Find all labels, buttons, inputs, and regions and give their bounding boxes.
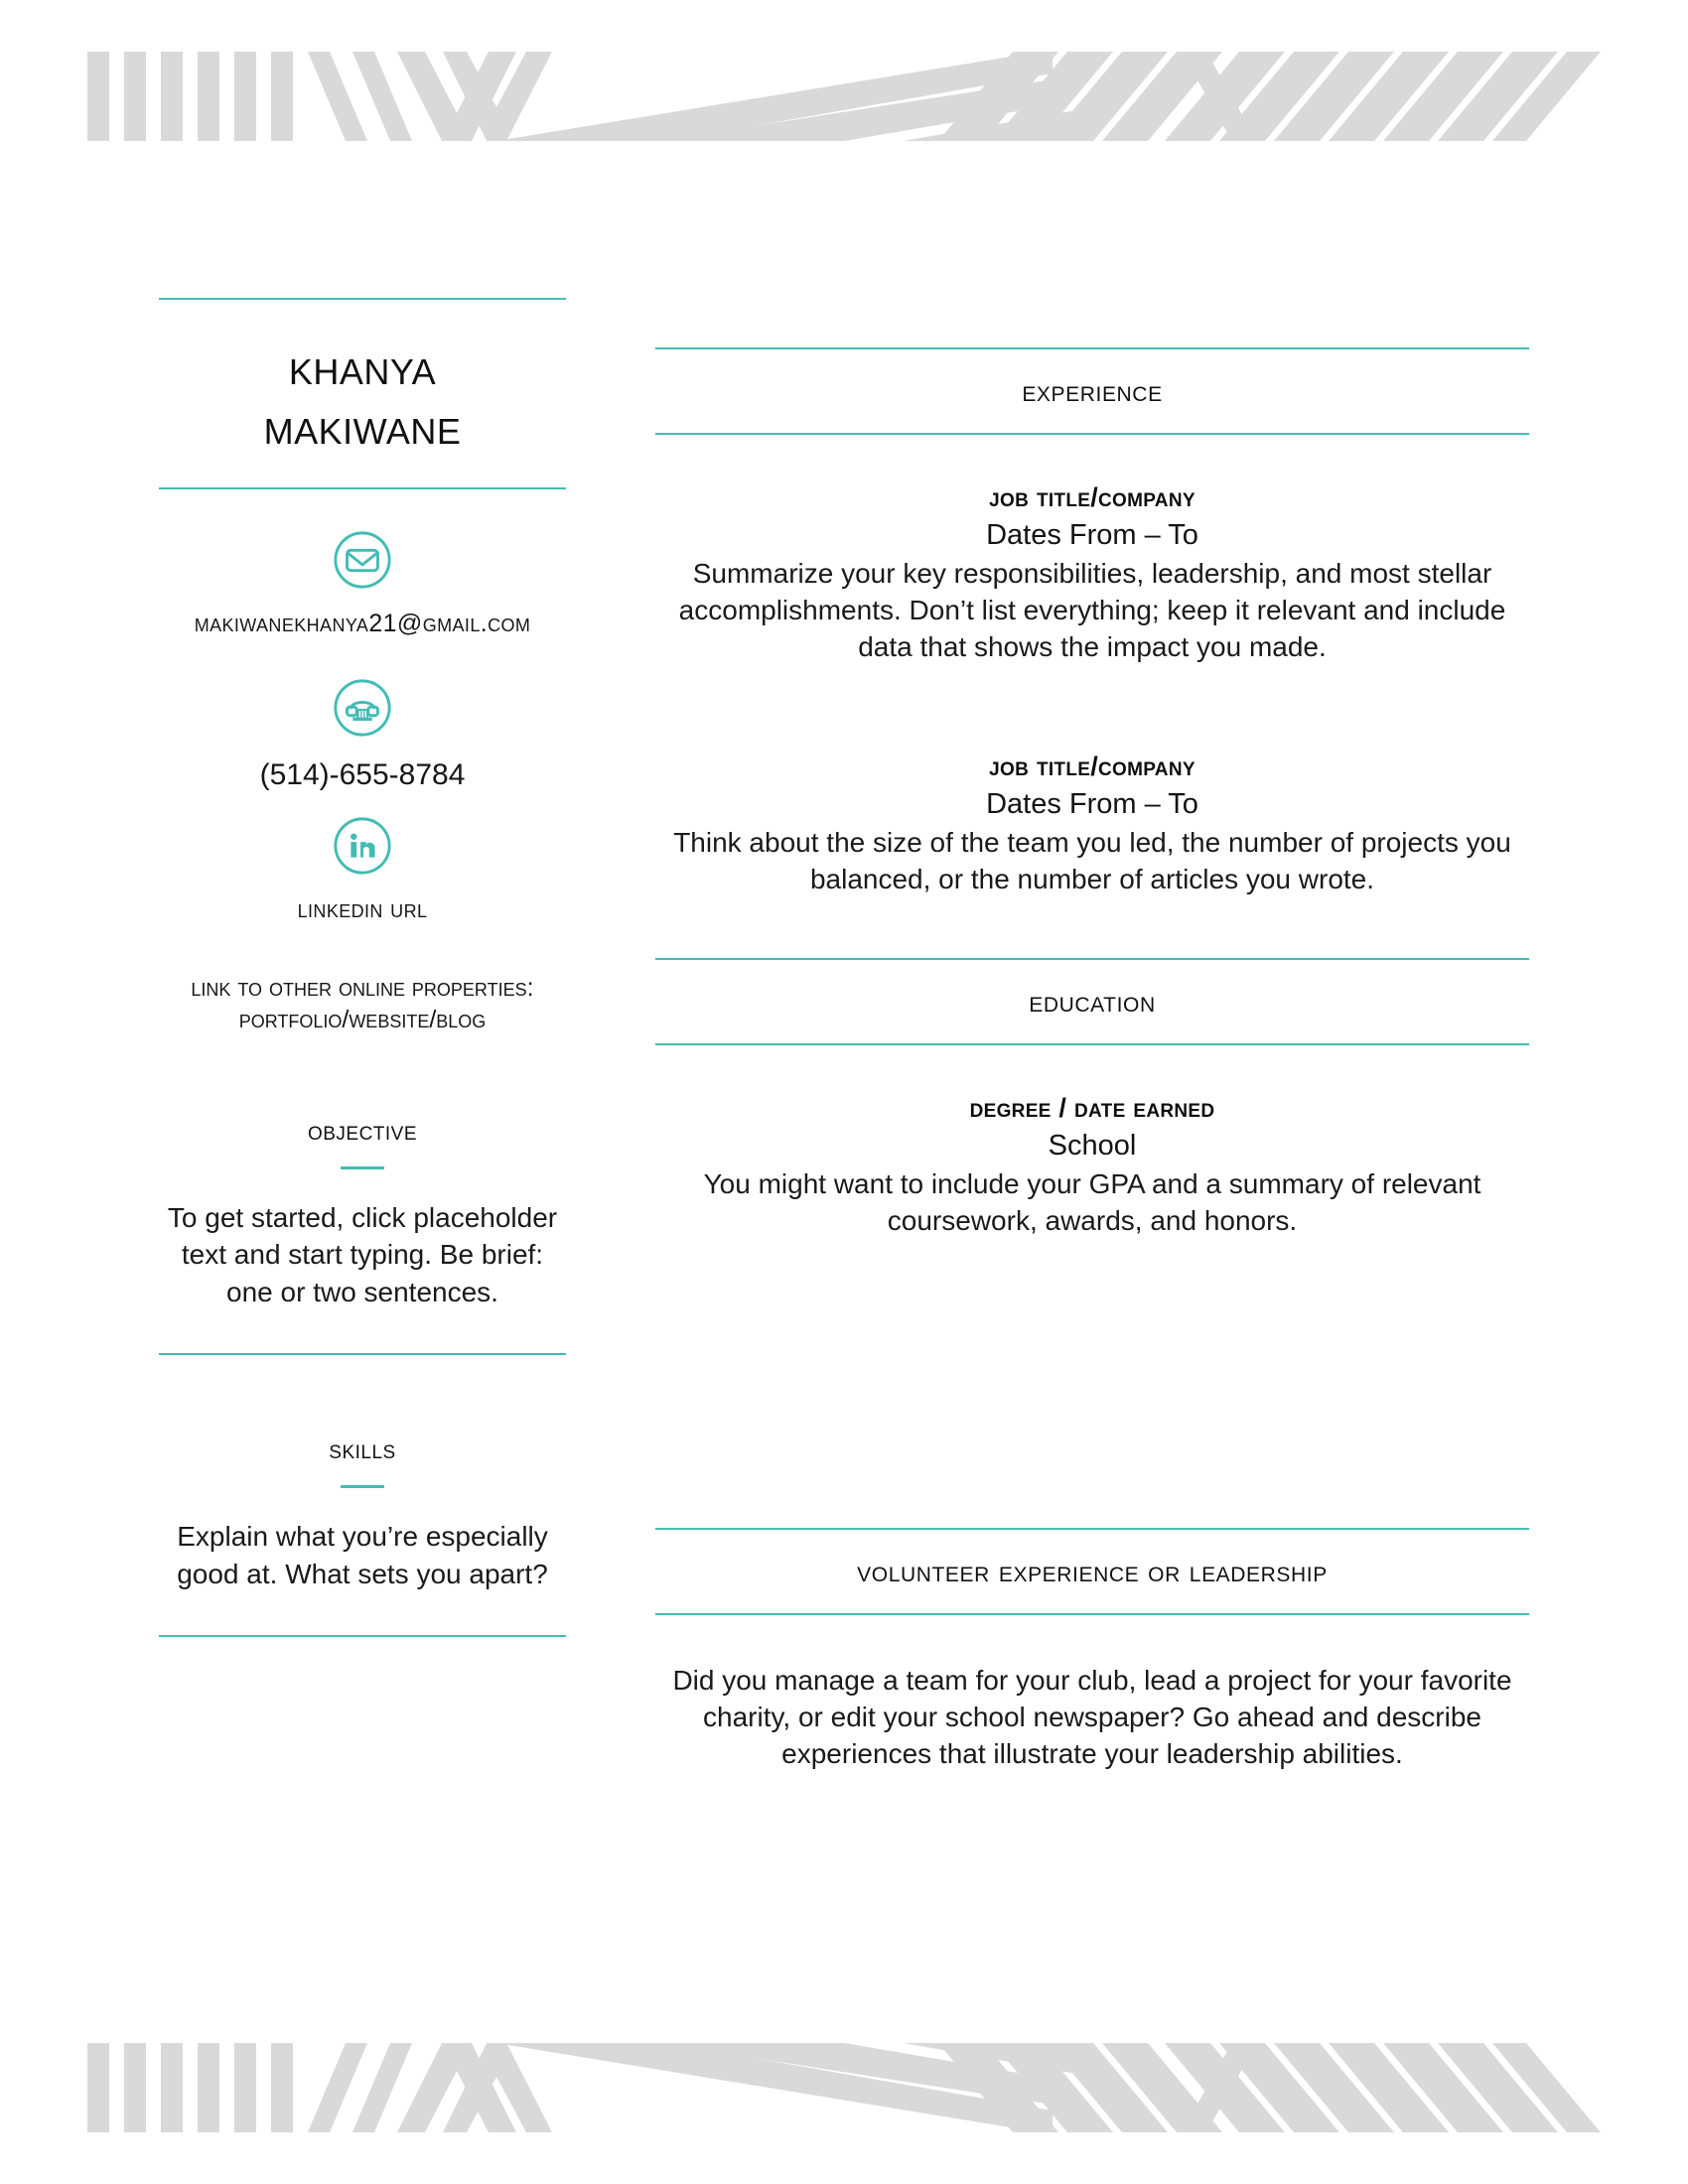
main-content	[655, 347, 1529, 1773]
experience-heading: experience	[1022, 375, 1163, 408]
experience-rule-bottom	[655, 433, 1529, 435]
job-description: Think about the size of the team you led, the number of projects you balanced, or the number of articles you wrote.	[673, 826, 1511, 894]
candidate-name	[159, 300, 566, 487]
job-dates: Dates From – To	[986, 519, 1198, 551]
degree-title: degree / date earned	[969, 1092, 1215, 1123]
footer-banner-graphic	[0, 2013, 1688, 2162]
job-description: Summarize your key responsibilities, leadership, and most stellar accomplishments. Don’t list everything; keep it relevant and include data that shows the impact you made.	[678, 558, 1506, 662]
contact-phone[interactable]	[159, 677, 566, 794]
envelope-icon	[332, 529, 393, 591]
first-name: khanya	[288, 339, 437, 396]
skills-underline	[341, 1485, 384, 1488]
objective-bottom-divider	[159, 1353, 566, 1355]
contact-email[interactable]	[159, 489, 566, 639]
sidebar	[159, 298, 566, 1637]
phone-text: (514)-655-8784	[259, 757, 466, 791]
skills-body[interactable]: Explain what you’re especially good at. What sets you apart?	[177, 1521, 548, 1589]
objective-heading: objective	[307, 1115, 418, 1146]
objective-underline	[341, 1166, 384, 1169]
job-dates: Dates From – To	[986, 787, 1198, 820]
school-name: School	[1048, 1129, 1137, 1161]
education-rule-bottom	[655, 1043, 1529, 1045]
volunteer-description[interactable]: Did you manage a team for your club, lead a project for your favorite charity, or edit your school newspaper? Go ahead and describe experiences that illustrate your leadership abilities.	[672, 1664, 1512, 1769]
last-name: makiwane	[263, 398, 462, 457]
skills-heading: skills	[329, 1434, 396, 1465]
education-heading: education	[1029, 985, 1156, 1019]
education-section-header	[655, 958, 1529, 1045]
experience-entry[interactable]	[655, 751, 1529, 898]
education-description: You might want to include your GPA and a summary of relevant coursework, awards, and honors.	[703, 1167, 1481, 1236]
objective-body[interactable]: To get started, click placeholder text and start typing. Be brief: one or two sentences.	[167, 1201, 558, 1308]
experience-section-header	[655, 347, 1529, 435]
contact-linkedin[interactable]	[159, 815, 566, 925]
volunteer-heading: volunteer experience or leadership	[857, 1555, 1328, 1588]
linkedin-icon	[332, 815, 393, 877]
other-links-label: link to other online properties:	[191, 973, 534, 1002]
header-banner-graphic	[0, 22, 1688, 171]
other-links-value: portfolio/website/blog	[238, 1006, 487, 1034]
skills-bottom-divider	[159, 1635, 566, 1637]
experience-entry[interactable]	[655, 482, 1529, 666]
job-title: job title/company	[989, 482, 1196, 512]
education-entry[interactable]	[655, 1093, 1529, 1240]
job-title: job title/company	[989, 751, 1196, 781]
other-online-properties[interactable]	[159, 972, 566, 1036]
telephone-icon	[332, 677, 393, 739]
email-text: makiwanekhanya21@gmail.com	[194, 609, 531, 637]
linkedin-text: linkedin url	[297, 895, 428, 924]
volunteer-section-header	[655, 1528, 1529, 1615]
